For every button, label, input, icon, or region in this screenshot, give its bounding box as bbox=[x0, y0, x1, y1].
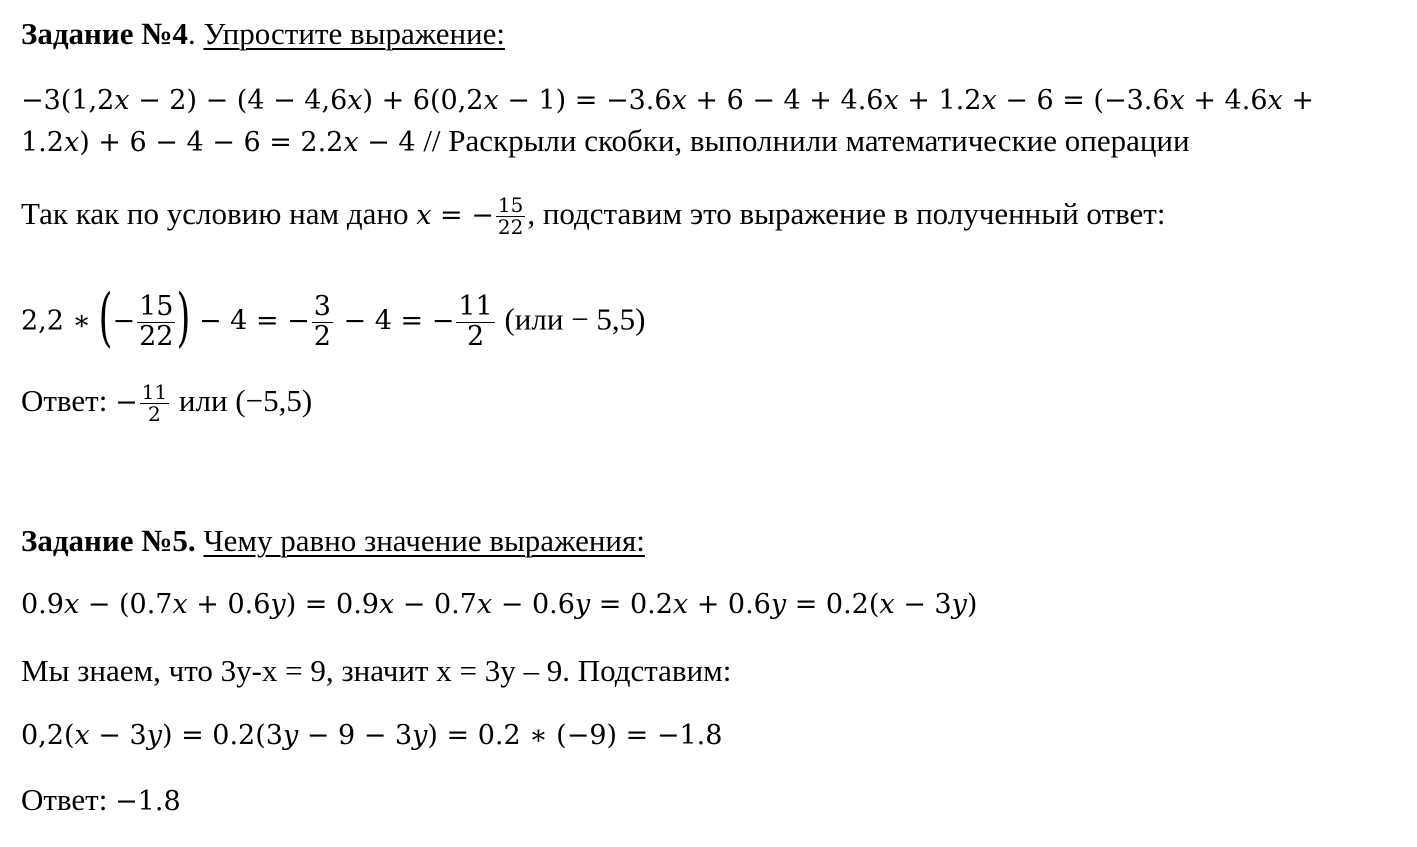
math-var-x: x bbox=[378, 589, 395, 620]
condition-text: Так как по условию нам дано bbox=[21, 196, 417, 231]
math-text: − 4 bbox=[358, 127, 416, 158]
math-text: ) + 6(0,2 bbox=[362, 85, 484, 116]
math-var-y: y bbox=[951, 589, 967, 620]
math-text: − (0.7 bbox=[79, 589, 173, 620]
math-text: − 3 bbox=[894, 589, 952, 620]
fraction-denominator: 2 bbox=[148, 402, 161, 427]
fraction-numerator: 11 bbox=[141, 380, 168, 405]
math-text: ) = 0.9 bbox=[285, 589, 379, 620]
math-text: + 1.2 bbox=[898, 85, 982, 116]
math-var-x: x bbox=[671, 85, 687, 116]
math-text: + 0.6 bbox=[688, 589, 771, 620]
task4-subtitle: Упростите выражение: bbox=[203, 16, 506, 51]
math-text: + 0.6 bbox=[187, 589, 271, 620]
math-var-x: x bbox=[879, 589, 895, 620]
task5-substitution bbox=[21, 716, 722, 756]
math-text: ) = 0.2(3 bbox=[161, 720, 283, 751]
math-text: = 0.2( bbox=[786, 589, 880, 620]
math-text: − 2) − (4 − 4,6 bbox=[129, 85, 348, 116]
math-text: − 0.6 bbox=[492, 589, 575, 620]
math-text: −3(1,2 bbox=[21, 85, 115, 116]
math-text: (или − 5,5) bbox=[496, 301, 646, 337]
fraction-numerator: 3 bbox=[313, 291, 331, 323]
math-var-x: x bbox=[74, 720, 90, 751]
math-text: + 4.6 bbox=[1184, 85, 1268, 116]
math-text: 0.9 bbox=[21, 589, 64, 620]
math-text: − bbox=[115, 387, 138, 418]
math-var-x: x bbox=[343, 127, 359, 158]
answer-value: или (−5,5) bbox=[171, 383, 313, 418]
math-var-y: y bbox=[270, 589, 286, 620]
fraction-numerator: 11 bbox=[458, 291, 493, 323]
fraction-numerator: 15 bbox=[139, 291, 174, 323]
fraction-15-22 bbox=[496, 195, 525, 238]
task5-heading bbox=[21, 521, 645, 561]
fraction-denominator: 22 bbox=[139, 320, 174, 352]
math-var-y: y bbox=[412, 720, 428, 751]
math-text: ) = 0.2 ∗ (−9) = −1.8 bbox=[427, 720, 723, 751]
task5-title: Задание №5. bbox=[21, 523, 196, 558]
task4-equation-line2 bbox=[21, 121, 1190, 163]
math-var-x: x bbox=[172, 589, 188, 620]
math-var-x: x bbox=[672, 589, 689, 620]
task4-condition bbox=[21, 194, 1165, 238]
math-text: − 0.7 bbox=[394, 589, 477, 620]
math-text: 2,2 ∗ bbox=[21, 305, 100, 337]
fraction-denominator: 22 bbox=[497, 215, 524, 240]
math-text: − bbox=[112, 305, 136, 337]
task4-title-tail: . bbox=[187, 16, 196, 51]
fraction-11-2 bbox=[140, 382, 169, 425]
math-text: − 9 − 3 bbox=[298, 720, 413, 751]
math-var-y: y bbox=[770, 589, 787, 620]
math-text: = 0.2 bbox=[590, 589, 673, 620]
math-var-x: x bbox=[476, 589, 493, 620]
fraction-numerator: 15 bbox=[497, 193, 524, 218]
math-var-x: x bbox=[1169, 85, 1185, 116]
math-text: 1.2 bbox=[21, 127, 64, 158]
math-text: − 3 bbox=[89, 720, 147, 751]
task4-comment: // Раскрыли скобки, выполнили математические операции bbox=[415, 123, 1190, 158]
task5-subtitle: Чему равно значение выражения: bbox=[203, 523, 645, 558]
large-right-paren: ) bbox=[177, 281, 191, 355]
math-text: 0,2( bbox=[21, 720, 75, 751]
task4-heading bbox=[21, 14, 505, 54]
answer-value: −1.8 bbox=[115, 786, 181, 817]
math-text: = − bbox=[431, 200, 494, 231]
math-text: + bbox=[1282, 85, 1314, 116]
task4-equation-line1 bbox=[21, 81, 1314, 121]
fraction-denominator: 2 bbox=[466, 320, 485, 352]
fraction-3-2 bbox=[312, 293, 333, 351]
math-var-x: x bbox=[416, 200, 432, 231]
math-text: − 4 = − bbox=[190, 305, 310, 337]
condition-text: , подставим это выражение в полученный ответ: bbox=[527, 196, 1166, 231]
math-var-x: x bbox=[883, 85, 899, 116]
math-var-x: x bbox=[483, 85, 499, 116]
math-var-x: x bbox=[347, 85, 363, 116]
answer-label: Ответ: bbox=[21, 383, 116, 418]
math-var-y: y bbox=[574, 589, 591, 620]
large-left-paren: ( bbox=[99, 281, 113, 355]
fraction-denominator: 2 bbox=[313, 320, 331, 352]
math-text: ) bbox=[966, 589, 978, 620]
math-var-y: y bbox=[282, 720, 299, 751]
math-var-x: x bbox=[1267, 85, 1283, 116]
math-var-x: x bbox=[63, 127, 80, 158]
task5-answer bbox=[21, 780, 181, 822]
math-text: − 1) = −3.6 bbox=[498, 85, 672, 116]
math-var-x: x bbox=[63, 589, 80, 620]
task4-calculation bbox=[21, 281, 646, 355]
math-text: − 4 = − bbox=[334, 305, 455, 337]
math-text: − 6 = (−3.6 bbox=[996, 85, 1170, 116]
task5-known-text: Мы знаем, что 3y-x = 9, значит x = 3y – 9. Подставим: bbox=[21, 653, 732, 688]
answer-label: Ответ: bbox=[21, 782, 116, 817]
math-var-x: x bbox=[981, 85, 997, 116]
task4-answer bbox=[21, 381, 312, 425]
fraction-11-2 bbox=[456, 293, 494, 351]
task5-equation bbox=[21, 585, 977, 625]
fraction-15-22 bbox=[137, 293, 175, 351]
math-var-x: x bbox=[114, 85, 130, 116]
math-text: ) + 6 − 4 − 6 = 2.2 bbox=[79, 127, 344, 158]
task4-title: Задание №4 bbox=[21, 16, 188, 51]
math-text: + 6 − 4 + 4.6 bbox=[686, 85, 884, 116]
math-var-y: y bbox=[146, 720, 162, 751]
